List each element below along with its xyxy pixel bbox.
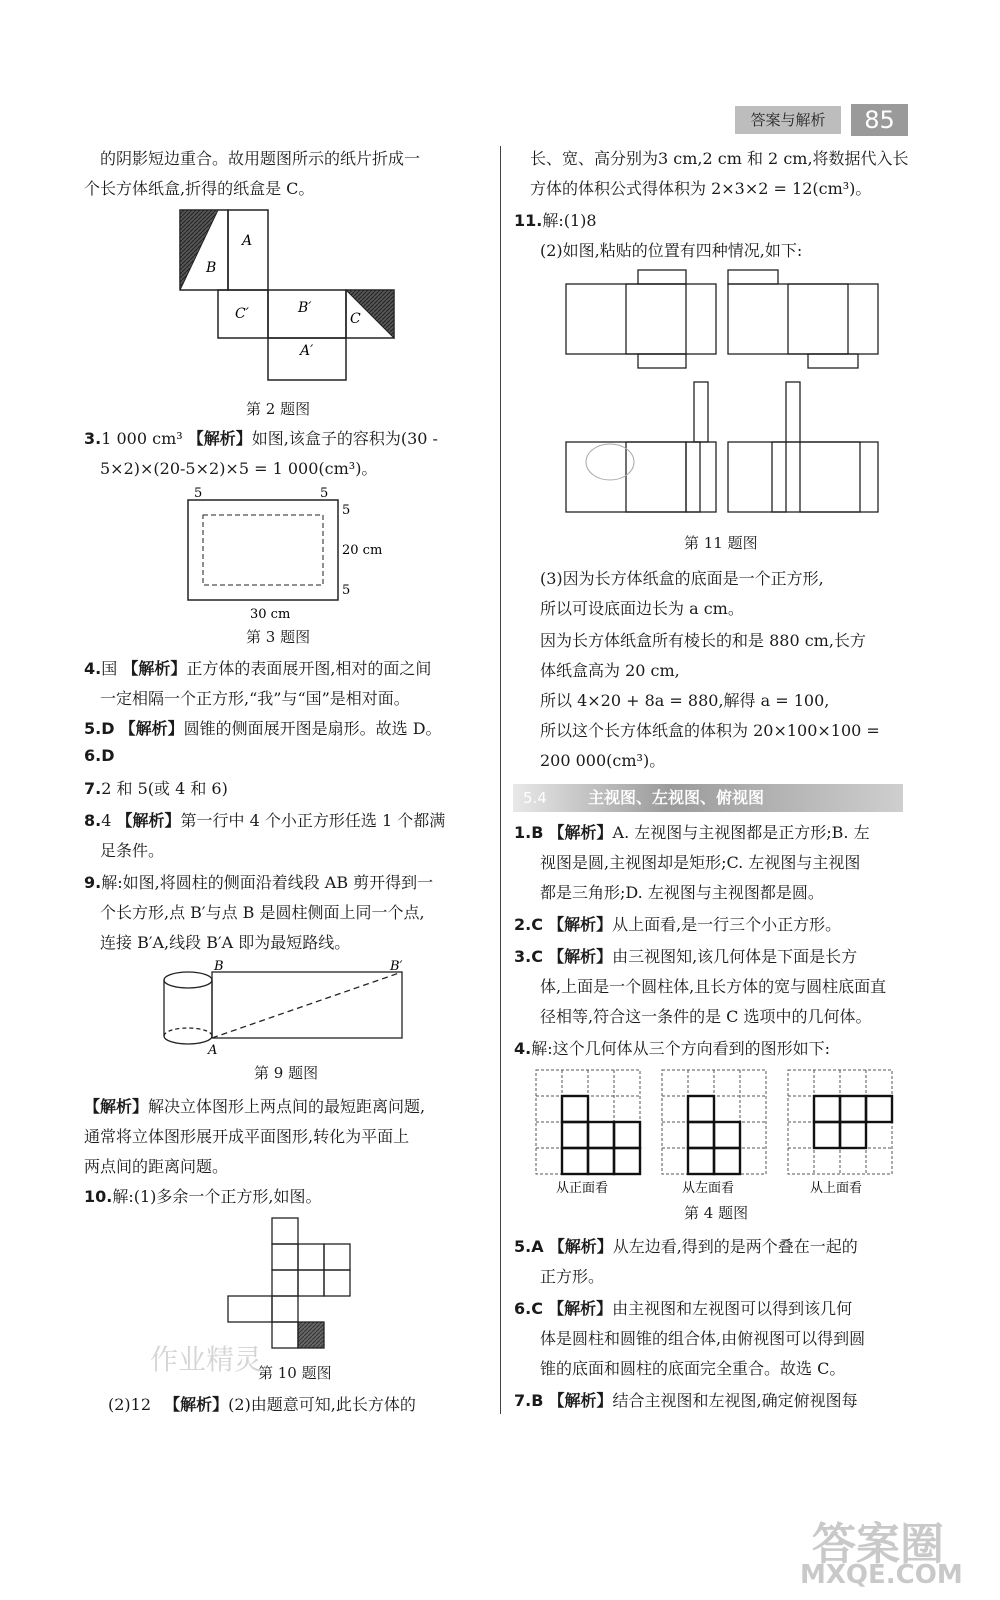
- text-line: 长、宽、高分别为3 cm,2 cm 和 2 cm,将数据代入长: [530, 149, 909, 168]
- section-number: 5.4: [523, 789, 547, 807]
- answer-4: 4.解:这个几何体从三个方向看到的图形如下:: [514, 1039, 831, 1058]
- text-line: 200 000(cm³)。: [540, 751, 666, 770]
- text-line: 体是圆柱和圆锥的组合体,由俯视图可以得到圆: [540, 1329, 866, 1348]
- label-c-prime: C′: [235, 306, 249, 322]
- text-line: 锥的底面和圆柱的底面完全重合。故选 C。: [540, 1359, 846, 1378]
- question-9-analysis: 【解析】解决立体图形上两点间的最短距离问题,: [84, 1097, 426, 1116]
- figure-4-views: [532, 1066, 902, 1196]
- page-number: 85: [851, 104, 908, 136]
- figure-2-caption: 第 2 题图: [246, 400, 311, 418]
- watermark-logo: 答案圈: [812, 1519, 944, 1570]
- text-line: 所以可设底面边长为 a cm。: [540, 599, 744, 618]
- text-line: (2)如图,粘贴的位置有四种情况,如下:: [540, 241, 803, 260]
- answer-6: 6.C 【解析】由主视图和左视图可以得到该几何: [514, 1299, 853, 1318]
- label-a: A: [208, 1043, 218, 1058]
- question-5: 5.D 【解析】圆锥的侧面展开图是扇形。故选 D。: [84, 719, 442, 738]
- answer-3: 3.C 【解析】由三视图知,该几何体是下面是长方: [514, 947, 858, 966]
- figure-3-rectangle: [180, 482, 420, 622]
- text-line: 体,上面是一个圆柱体,且长方体的宽与圆柱底面直: [540, 977, 887, 996]
- text-line: 所以 4×20 + 8a = 880,解得 a = 100,: [540, 691, 830, 710]
- figure-9-cylinder: [150, 958, 420, 1058]
- answer-2: 2.C 【解析】从上面看,是一行三个小正方形。: [514, 915, 842, 934]
- header-label: 答案与解析: [735, 106, 841, 134]
- question-8: 8.4 【解析】第一行中 4 个小正方形任选 1 个都满: [84, 811, 446, 830]
- text-line: 个长方形,点 B′与点 B 是圆柱侧面上同一个点,: [100, 903, 425, 922]
- label-5-tr: 5: [320, 486, 329, 501]
- text-line: 径相等,符合这一条件的是 C 选项中的几何体。: [540, 1007, 872, 1026]
- text-line: 视图是圆,主视图却是矩形;C. 左视图与主视图: [540, 853, 861, 872]
- label-b-prime: B′: [390, 959, 403, 974]
- text-line: 两点间的距离问题。: [84, 1157, 229, 1176]
- section-header: [513, 784, 903, 812]
- figure-3-caption: 第 3 题图: [246, 628, 311, 646]
- text-line: 5×2)×(20-5×2)×5 = 1 000(cm³)。: [100, 459, 378, 478]
- label-c: C: [350, 311, 361, 327]
- label-b: B: [214, 959, 224, 974]
- watermark-text: 作业精灵: [150, 1343, 263, 1376]
- figure-10-caption: 第 10 题图: [258, 1364, 332, 1382]
- figure-2-net: [170, 200, 410, 390]
- question-9: 9.解:如图,将圆柱的侧面沿着线段 AB 剪开得到一: [84, 873, 434, 892]
- label-5-tl: 5: [194, 486, 203, 501]
- label-5-rt: 5: [342, 503, 351, 518]
- text-line: (3)因为长方体纸盒的底面是一个正方形,: [540, 569, 824, 588]
- view-left-label: 从左面看: [682, 1181, 735, 1196]
- text-line: 正方形。: [540, 1267, 605, 1286]
- label-b-prime: B′: [298, 300, 312, 316]
- text-line: 都是三角形;D. 左视图与主视图都是圆。: [540, 883, 824, 902]
- question-10: 10.解:(1)多余一个正方形,如图。: [84, 1187, 322, 1206]
- label-30cm: 30 cm: [250, 607, 291, 622]
- question-6: 6.D: [84, 746, 115, 765]
- view-front-label: 从正面看: [556, 1181, 609, 1196]
- watermark-url: MXQE.COM: [800, 1560, 963, 1590]
- text-line: 一定相隔一个正方形,“我”与“国”是相对面。: [100, 689, 410, 708]
- label-b: B: [206, 260, 217, 276]
- text-line: 体纸盒高为 20 cm,: [540, 661, 680, 680]
- text-line: 通常将立体图形展开成平面图形,转化为平面上: [84, 1127, 410, 1146]
- label-a: A: [242, 233, 253, 249]
- question-11: 11.解:(1)8: [514, 211, 597, 230]
- figure-9-caption: 第 9 题图: [254, 1064, 319, 1082]
- text-line: 个长方体纸盒,折得的纸盒是 C。: [84, 179, 315, 198]
- text-line: 连接 B′A,线段 B′A 即为最短路线。: [100, 933, 351, 952]
- answer-7: 7.B 【解析】结合主视图和左视图,确定俯视图每: [514, 1391, 858, 1410]
- text-line: 所以这个长方体纸盒的体积为 20×100×100 =: [540, 721, 880, 740]
- view-top-label: 从上面看: [810, 1181, 863, 1196]
- text-line: 因为长方体纸盒所有棱长的和是 880 cm,长方: [540, 631, 866, 650]
- figure-4-caption: 第 4 题图: [684, 1204, 749, 1222]
- section-title: 主视图、左视图、俯视图: [588, 788, 765, 807]
- text-line: 方体的体积公式得体积为 2×3×2 = 12(cm³)。: [530, 179, 872, 198]
- figure-11-caption: 第 11 题图: [684, 534, 758, 552]
- question-7: 7.2 和 5(或 4 和 6): [84, 779, 228, 798]
- question-4: 4.国 【解析】正方体的表面展开图,相对的面之间: [84, 659, 432, 678]
- question-3: 3.1 000 cm³ 【解析】如图,该盒子的容积为(30 -: [84, 429, 438, 448]
- label-a-prime: A′: [300, 343, 314, 359]
- label-5-rb: 5: [342, 583, 351, 598]
- answer-1: 1.B 【解析】A. 左视图与主视图都是正方形;B. 左: [514, 823, 870, 842]
- text-line: 足条件。: [100, 841, 165, 860]
- question-10-part-2: (2)12 【解析】(2)由题意可知,此长方体的: [108, 1395, 416, 1414]
- text-line: 的阴影短边重合。故用题图所示的纸片折成一: [100, 149, 421, 168]
- figure-11-nets: [562, 264, 892, 526]
- column-divider: [500, 146, 501, 1414]
- answer-5: 5.A 【解析】从左边看,得到的是两个叠在一起的: [514, 1237, 858, 1256]
- label-20cm: 20 cm: [342, 543, 383, 558]
